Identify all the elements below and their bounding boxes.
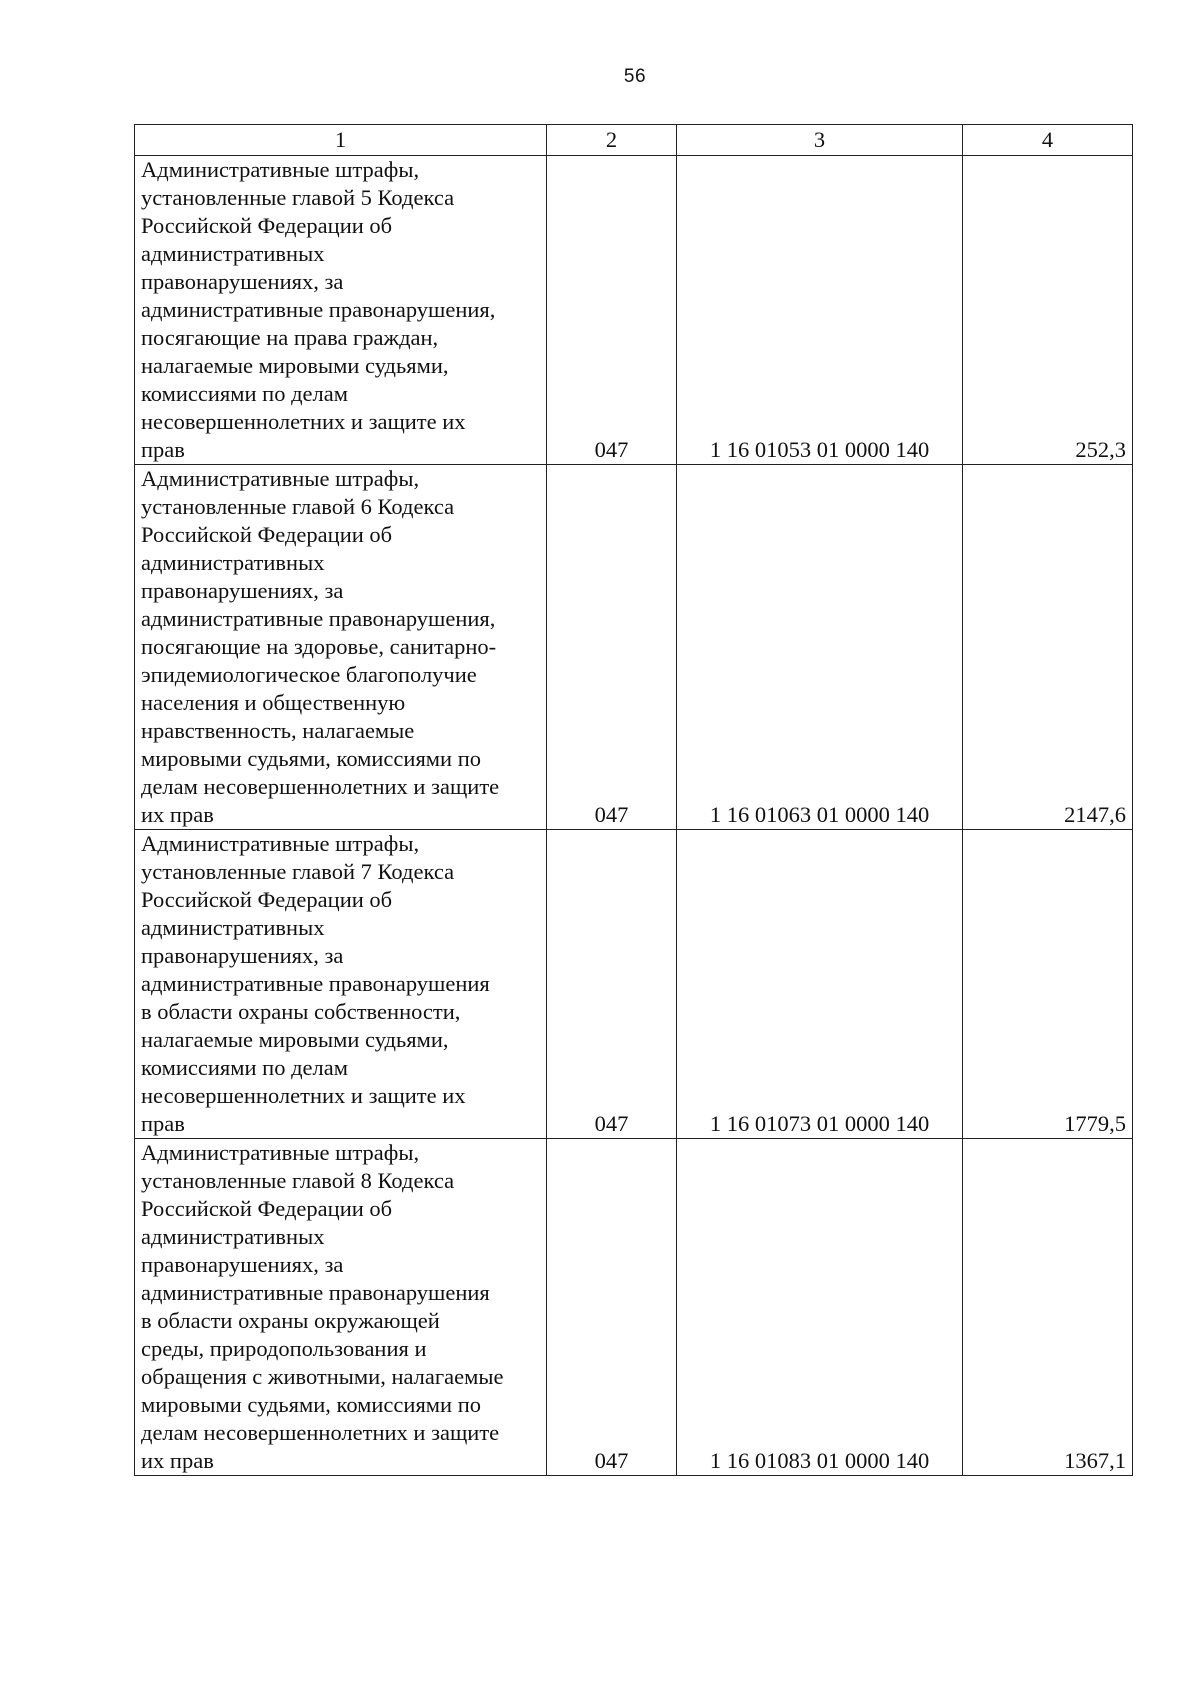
row-amount: 252,3	[963, 156, 1133, 465]
table-row	[135, 156, 1133, 465]
description-line: их прав	[141, 1448, 214, 1473]
description-line: правонарушениях, за	[141, 269, 344, 294]
description-line: административные правонарушения	[141, 971, 490, 996]
revenue-table	[134, 124, 1133, 1476]
row-description	[135, 830, 547, 1139]
description-line: Российской Федерации об	[141, 1196, 393, 1221]
description-line: населения и общественную	[141, 690, 406, 715]
table-header-row	[135, 125, 1133, 156]
row-kbk-code: 1 16 01053 01 0000 140	[677, 156, 963, 465]
description-line: налагаемые мировыми судьями,	[141, 353, 449, 378]
description-line: посягающие на здоровье, санитарно-	[141, 634, 497, 659]
description-line: Российской Федерации об	[141, 522, 393, 547]
description-line: несовершеннолетних и защите их	[141, 409, 466, 434]
description-line: в области охраны собственности,	[141, 999, 461, 1024]
row-amount: 2147,6	[963, 465, 1133, 830]
description-line: установленные главой 8 Кодекса	[141, 1168, 455, 1193]
table-row	[135, 830, 1133, 1139]
description-line: Административные штрафы,	[141, 831, 420, 856]
description-line: Административные штрафы,	[141, 157, 420, 182]
description-line: административные правонарушения,	[141, 297, 496, 322]
description-line: эпидемиологическое благополучие	[141, 662, 477, 687]
description-line: комиссиями по делам	[141, 1055, 348, 1080]
description-line: мировыми судьями, комиссиями по	[141, 746, 481, 771]
description-line: посягающие на права граждан,	[141, 325, 439, 350]
description-line: налагаемые мировыми судьями,	[141, 1027, 449, 1052]
description-line: правонарушениях, за	[141, 578, 344, 603]
description-line: установленные главой 7 Кодекса	[141, 859, 455, 884]
row-kbk-code: 1 16 01063 01 0000 140	[677, 465, 963, 830]
table-row	[135, 465, 1133, 830]
description-line: нравственность, налагаемые	[141, 718, 415, 743]
description-line: несовершеннолетних и защите их	[141, 1083, 466, 1108]
row-admin-code: 047	[547, 1139, 677, 1476]
description-line: административных	[141, 241, 325, 266]
description-line: их прав	[141, 802, 214, 827]
page-number: 56	[623, 66, 647, 87]
description-line: правонарушениях, за	[141, 943, 344, 968]
description-line: Административные штрафы,	[141, 466, 420, 491]
description-line: делам несовершеннолетних и защите	[141, 774, 500, 799]
description-line: административных	[141, 915, 325, 940]
description-line: Российской Федерации об	[141, 887, 393, 912]
row-amount: 1367,1	[963, 1139, 1133, 1476]
description-line: делам несовершеннолетних и защите	[141, 1420, 500, 1445]
row-admin-code: 047	[547, 465, 677, 830]
description-line: Российской Федерации об	[141, 213, 393, 238]
description-line: комиссиями по делам	[141, 381, 348, 406]
description-line: правонарушениях, за	[141, 1252, 344, 1277]
row-kbk-code: 1 16 01083 01 0000 140	[677, 1139, 963, 1476]
row-description	[135, 465, 547, 830]
row-amount: 1779,5	[963, 830, 1133, 1139]
description-line: административные правонарушения	[141, 1280, 490, 1305]
row-description	[135, 156, 547, 465]
description-line: установленные главой 6 Кодекса	[141, 494, 455, 519]
description-line: прав	[141, 437, 185, 462]
column-header-1: 1	[135, 125, 547, 156]
row-admin-code: 047	[547, 830, 677, 1139]
description-line: обращения с животными, налагаемые	[141, 1364, 504, 1389]
description-line: административные правонарушения,	[141, 606, 496, 631]
row-description	[135, 1139, 547, 1476]
table-row	[135, 1139, 1133, 1476]
description-line: среды, природопользования и	[141, 1336, 427, 1361]
description-line: административных	[141, 1224, 325, 1249]
description-line: мировыми судьями, комиссиями по	[141, 1392, 481, 1417]
description-line: административных	[141, 550, 325, 575]
description-line: в области охраны окружающей	[141, 1308, 440, 1333]
description-line: Административные штрафы,	[141, 1140, 420, 1165]
row-admin-code: 047	[547, 156, 677, 465]
column-header-4: 4	[963, 125, 1133, 156]
description-line: прав	[141, 1111, 185, 1136]
row-kbk-code: 1 16 01073 01 0000 140	[677, 830, 963, 1139]
description-line: установленные главой 5 Кодекса	[141, 185, 455, 210]
column-header-2: 2	[547, 125, 677, 156]
column-header-3: 3	[677, 125, 963, 156]
